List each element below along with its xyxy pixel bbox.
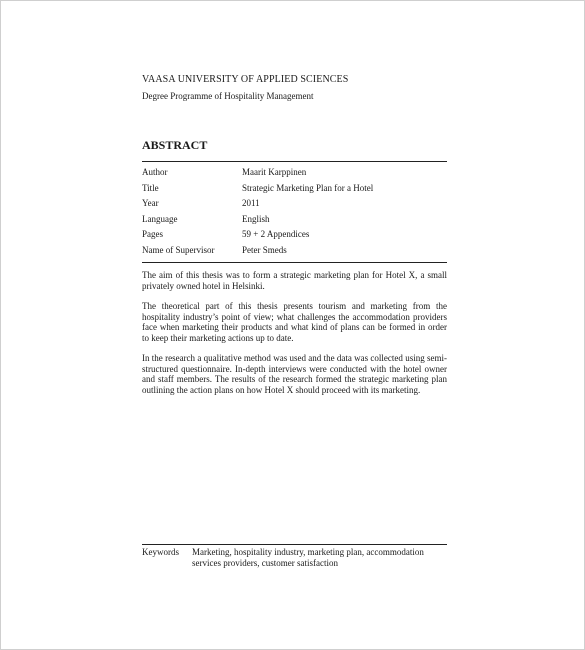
university-name: VAASA UNIVERSITY OF APPLIED SCIENCES [142, 74, 349, 85]
meta-value: 59 + 2 Appendices [242, 229, 310, 240]
meta-value: Peter Smeds [242, 244, 287, 255]
meta-value: Maarit Karppinen [242, 167, 307, 177]
abstract-heading: ABSTRACT [142, 138, 208, 152]
meta-label: Pages [142, 229, 163, 240]
abstract-paragraph: In the research a qualitative method was used and the data was collected using semi-structured questionnaire. In-depth interviews were conducted with the hotel owner and staff members. The results of the research formed the strategic marketing plan outlining the action plans on how Hotel X should proceed with its marketing. [142, 353, 447, 395]
metadata-table [142, 161, 447, 263]
meta-row-author [142, 165, 447, 181]
bottom-rule [142, 262, 447, 263]
meta-row-language [142, 212, 447, 228]
meta-row-pages [142, 227, 447, 243]
meta-label: Title [142, 182, 159, 193]
abstract-body [142, 270, 447, 405]
abstract-paragraph: The theoretical part of this thesis presents tourism and marketing from the hospitality industry’s point of view; what challenges the accommodation providers face when marketing their products and what kind of plans can be formed in order to keep their marketing actions up to date. [142, 301, 447, 343]
meta-value: 2011 [242, 198, 260, 209]
keywords-section [142, 544, 447, 568]
meta-row-year [142, 196, 447, 212]
meta-value: English [242, 213, 270, 224]
meta-row-title [142, 181, 447, 197]
meta-label: Year [142, 198, 159, 209]
keywords-label: Keywords [142, 547, 179, 557]
meta-label: Name of Supervisor [142, 244, 215, 255]
meta-row-supervisor [142, 243, 447, 259]
meta-value: Strategic Marketing Plan for a Hotel [242, 182, 374, 193]
keywords-value: Marketing, hospitality industry, marketing plan, accommodation services providers, customer satisfaction [192, 547, 424, 568]
meta-label: Language [142, 213, 178, 224]
meta-label: Author [142, 167, 168, 177]
degree-programme: Degree Programme of Hospitality Management [142, 91, 314, 101]
abstract-paragraph: The aim of this thesis was to form a strategic marketing plan for Hotel X, a small privately owned hotel in Helsinki. [142, 270, 447, 291]
